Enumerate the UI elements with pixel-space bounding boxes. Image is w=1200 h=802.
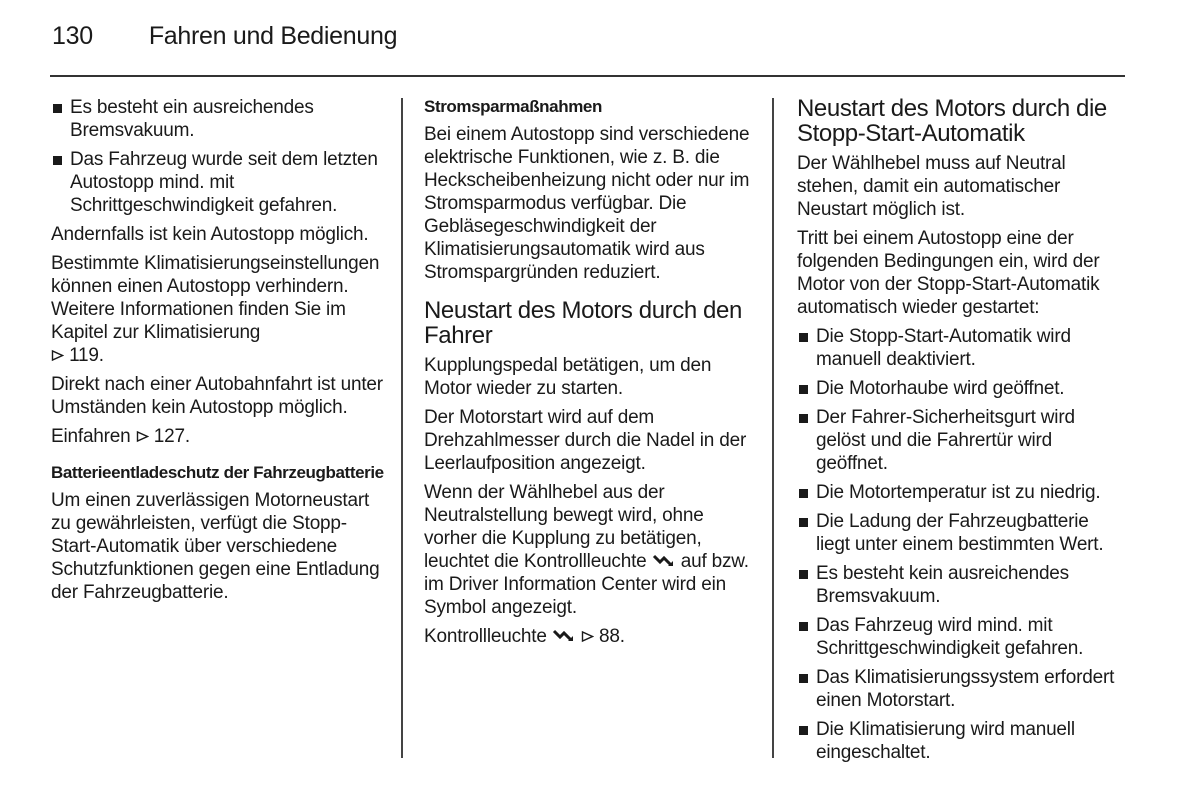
bullet-icon (799, 489, 808, 498)
bullet-icon (53, 156, 62, 165)
bullet-icon (799, 622, 808, 631)
list-item: Die Motorhaube wird geöffnet. (797, 377, 1127, 400)
paragraph: Direkt nach einer Autobahnfahrt ist unter Umständen kein Autostopp möglich. (51, 374, 383, 418)
page-reference[interactable]: 119. (69, 345, 104, 366)
list-item: Die Stopp-Start-Automatik wird manuell deaktiviert. (797, 325, 1127, 371)
bullet-list (51, 96, 385, 217)
bullet-icon (799, 333, 808, 342)
paragraph: Bei einem Autostopp sind verschiedene elektrische Funktionen, wie z. B. die Heckscheibenheizung nicht oder nur im Stromsparmodus verfügbar. Die Gebläsegeschwindigkeit der Klimatisierungsautomatik wird aus Stromspargründen reduziert. (424, 124, 750, 283)
column-divider-2 (772, 98, 774, 758)
list-item: Das Fahrzeug wird mind. mit Schrittgeschwindigkeit gefahren. (797, 614, 1127, 660)
column-3 (797, 96, 1127, 770)
paragraph: Um einen zuverlässigen Motorneustart zu gewährleisten, verfügt die Stopp-Start-Automatik über verschiedene Schutzfunktionen gegen eine Entladung der Fahrzeugbatterie. (51, 490, 380, 603)
page-number: 130 (52, 22, 93, 50)
list-item: Die Motortemperatur ist zu niedrig. (797, 481, 1127, 504)
paragraph-with-ref: Bestimmte Klimatisierungseinstellungen können einen Autostopp verhindern. Weitere Informationen finden Sie im Kapitel zur Klimatisierung 119. (51, 253, 380, 366)
list-item: Die Ladung der Fahrzeugbatterie liegt unter einem bestimmten Wert. (797, 510, 1127, 556)
paragraph-with-ref: Kontrollleuchte 88. (424, 626, 625, 647)
paragraph: Andernfalls ist kein Autostopp möglich. (51, 224, 369, 245)
paragraph-with-icon: Wenn der Wählhebel aus der Neutralstellung bewegt wird, ohne vorher die Kupplung zu betätigen, leuchtet die Kontrollleuchte auf bzw. im Driver Information Center wird ein Symbol angezeigt. (424, 482, 749, 618)
reference-arrow-icon (51, 349, 64, 362)
page-reference[interactable]: 127. (153, 426, 190, 447)
bullet-icon (799, 385, 808, 394)
column-2 (424, 96, 756, 654)
column-1 (51, 96, 385, 610)
bullet-icon (799, 674, 808, 683)
reference-arrow-icon (136, 430, 149, 443)
paragraph: Der Wählhebel muss auf Neutral stehen, damit ein automatischer Neustart möglich ist. (797, 153, 1066, 220)
list-item: Die Klimatisierung wird manuell eingeschaltet. (797, 718, 1127, 764)
section-title: Fahren und Bedienung (148, 22, 398, 50)
column-divider-1 (401, 98, 403, 758)
bullet-icon (799, 570, 808, 579)
subheading: Batterieentladeschutz der Fahrzeugbatterie (51, 463, 384, 482)
bullet-icon (53, 104, 62, 113)
page-reference[interactable]: 88. (598, 626, 625, 647)
paragraph: Tritt bei einem Autostopp eine der folgenden Bedingungen ein, wird der Motor von der Stopp-Start-Automatik automatisch wieder gestartet: (797, 228, 1100, 318)
paragraph: Kupplungspedal betätigen, um den Motor wieder zu starten. (424, 355, 712, 399)
gear-shift-lamp-icon (652, 553, 676, 569)
list-item: Es besteht kein ausreichendes Bremsvakuum. (797, 562, 1127, 608)
bullet-icon (799, 726, 808, 735)
subheading: Stromsparmaßnahmen (424, 97, 602, 116)
list-item: Das Klimatisierungssystem erfordert einen Motorstart. (797, 666, 1127, 712)
paragraph: Der Motorstart wird auf dem Drehzahlmesser durch die Nadel in der Leerlaufposition angezeigt. (424, 407, 747, 474)
section-heading: Neustart des Motors durch den Fahrer (424, 297, 742, 349)
paragraph-with-ref: Einfahren 127. (51, 426, 190, 447)
list-item: Der Fahrer-Sicherheitsgurt wird gelöst und die Fahrertür wird geöffnet. (797, 406, 1127, 475)
gear-shift-lamp-icon (552, 628, 576, 644)
bullet-icon (799, 518, 808, 527)
section-heading: Neustart des Motors durch die Stopp-Start-Automatik (797, 95, 1107, 147)
header-rule (50, 75, 1125, 77)
bullet-list (797, 325, 1127, 764)
reference-arrow-icon (581, 630, 594, 643)
list-item: Das Fahrzeug wurde seit dem letzten Autostopp mind. mit Schrittgeschwindigkeit gefahren. (51, 148, 385, 217)
bullet-icon (799, 414, 808, 423)
list-item: Es besteht ein ausreichendes Bremsvakuum. (51, 96, 385, 142)
page-header (52, 22, 397, 62)
